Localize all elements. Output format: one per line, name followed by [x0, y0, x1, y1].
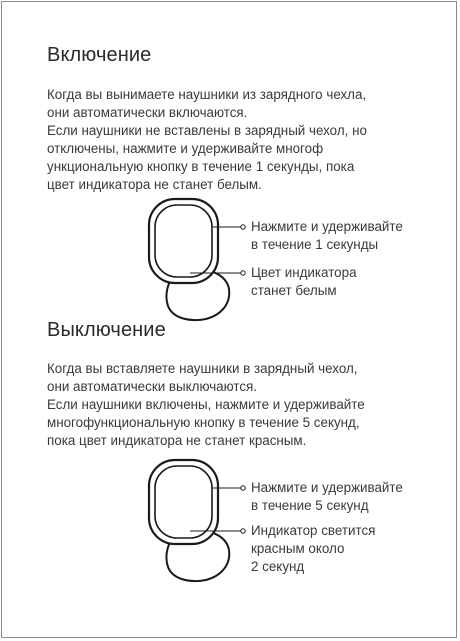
- callout-line: станет белым: [251, 283, 337, 298]
- callout-line: в течение 1 секунды: [251, 237, 379, 252]
- earbud-power-on-icon: [149, 199, 229, 320]
- callout-line: Нажмите и удерживайте: [251, 480, 403, 495]
- callout-line: Индикатор светится: [251, 523, 376, 538]
- text-line: отключены, нажмите и удерживайте многоф: [47, 141, 324, 156]
- section-title-power-on: Включение: [47, 44, 152, 66]
- callout-line: 2 секунд: [251, 559, 305, 574]
- text-line: Если наушники не вставлены в зарядный чехол, но: [47, 123, 367, 138]
- text-line: пока цвет индикатора не станет красным.: [47, 433, 307, 448]
- text-line: ункциональную кнопку в течение 1 секунды, пока: [47, 159, 355, 174]
- power-off-instructions: [47, 360, 365, 450]
- text-line: Когда вы вставляете наушники в зарядный чехол,: [47, 361, 358, 376]
- text-line: они автоматически включаются.: [47, 105, 248, 120]
- callout-press-hold-1s: [251, 218, 403, 254]
- callout-indicator-white: [251, 264, 357, 300]
- text-line: цвет индикатора не станет белым.: [47, 177, 262, 192]
- section-title-power-off: Выключение: [47, 319, 166, 341]
- callout-line: Цвет индикатора: [251, 265, 357, 280]
- earbud-power-off-icon: [149, 460, 229, 581]
- text-line: многофункциональную кнопку в течение 5 секунд,: [47, 415, 360, 430]
- text-line: Если наушники включены, нажмите и удерживайте: [47, 397, 365, 412]
- callout-line: Нажмите и удерживайте: [251, 219, 403, 234]
- callout-press-hold-5s: [251, 479, 403, 515]
- callout-line: в течение 5 секунд: [251, 498, 369, 513]
- text-line: они автоматически выключаются.: [47, 379, 258, 394]
- callout-line: красным около: [251, 541, 345, 556]
- text-line: Когда вы вынимаете наушники из зарядного чехла,: [47, 87, 367, 102]
- callout-indicator-red: [251, 522, 375, 576]
